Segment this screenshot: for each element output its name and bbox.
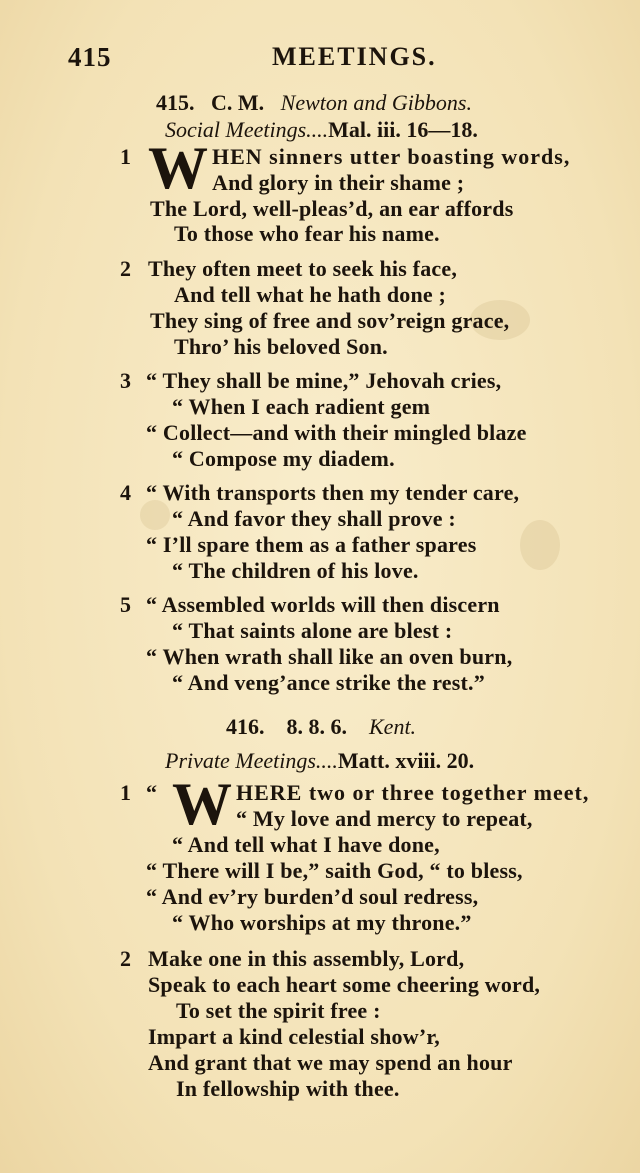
verse-line: HERE two or three together meet, (236, 780, 590, 805)
verse-line: “ Compose my diadem. (172, 446, 395, 471)
verse-line: “ They shall be mine,” Jehovah cries, (146, 368, 502, 393)
subject-title: Social Meetings.... (165, 117, 329, 142)
verse-line: “ Who worships at my throne.” (172, 910, 472, 935)
verse-line: “ With transports then my tender care, (146, 480, 520, 505)
hymn-heading (226, 714, 416, 740)
hymn-number: 415. (156, 90, 195, 115)
verse-line: “ When I each radient gem (172, 394, 431, 419)
subject-title: Private Meetings.... (165, 748, 338, 773)
verse-number: 1 (120, 780, 131, 805)
verse-line: “ Collect—and with their mingled blaze (146, 420, 527, 445)
verse-line: “ When wrath shall like an oven burn, (146, 644, 513, 669)
verse-line: “ And ev’ry burden’d soul redress, (146, 884, 479, 909)
verse-line: To those who fear his name. (174, 221, 440, 246)
verse-number: 3 (120, 368, 131, 393)
verse-line: Make one in this assembly, Lord, (148, 946, 465, 971)
running-title: MEETINGS. (272, 42, 437, 71)
hymn-author: Newton and Gibbons. (280, 90, 472, 115)
verse-line: “ And favor they shall prove : (172, 506, 456, 531)
verse-line: They often meet to seek his face, (148, 256, 458, 281)
verse-number: 1 (120, 144, 131, 169)
verse-line: HEN sinners utter boasting words, (212, 144, 571, 169)
hymn-number: 416. (226, 714, 265, 739)
verse-line: And grant that we may spend an hour (148, 1050, 513, 1075)
hymn-tune: Kent. (369, 714, 417, 739)
verse-number: 2 (120, 946, 131, 971)
verse-line: “ And veng’ance strike the rest.” (172, 670, 485, 695)
verse-line: “ That saints alone are blest : (172, 618, 453, 643)
verse-line: “ There will I be,” saith God, “ to bless, (146, 858, 523, 883)
verse-line: “ The children of his love. (172, 558, 419, 583)
verse-line: “ Assembled worlds will then discern (146, 592, 500, 617)
opening-quote: “ (146, 780, 158, 805)
verse-line: “ My love and mercy to repeat, (236, 806, 533, 831)
hymn-meter: C. M. (211, 90, 265, 115)
hymn-subject (165, 117, 478, 143)
verse-line: In fellowship with thee. (176, 1076, 400, 1101)
scripture-reference: Mal. iii. 16—18. (328, 117, 478, 142)
page-number: 415 (68, 42, 112, 72)
verse-line: Impart a kind celestial show’r, (148, 1024, 441, 1049)
verse-line: The Lord, well-pleas’d, an ear affords (150, 196, 514, 221)
verse-line: And glory in their shame ; (212, 170, 465, 195)
verse-line: And tell what he hath done ; (174, 282, 447, 307)
verse-line: They sing of free and sov’reign grace, (150, 308, 510, 333)
drop-cap: W (172, 771, 232, 837)
verse-line: “ I’ll spare them as a father spares (146, 532, 477, 557)
verse-number: 2 (120, 256, 131, 281)
verse-line: Speak to each heart some cheering word, (148, 972, 541, 997)
verse-number: 4 (120, 480, 131, 505)
drop-cap: W (148, 135, 208, 201)
scripture-reference: Matt. xviii. 20. (337, 748, 475, 773)
verse-line: “ And tell what I have done, (172, 832, 440, 857)
verse-line: Thro’ his beloved Son. (174, 334, 388, 359)
verse-line: To set the spirit free : (176, 998, 381, 1023)
hymn-meter: 8. 8. 6. (286, 714, 347, 739)
hymn-heading (156, 90, 472, 116)
paper-stain (520, 520, 560, 570)
verse-number: 5 (120, 592, 131, 617)
